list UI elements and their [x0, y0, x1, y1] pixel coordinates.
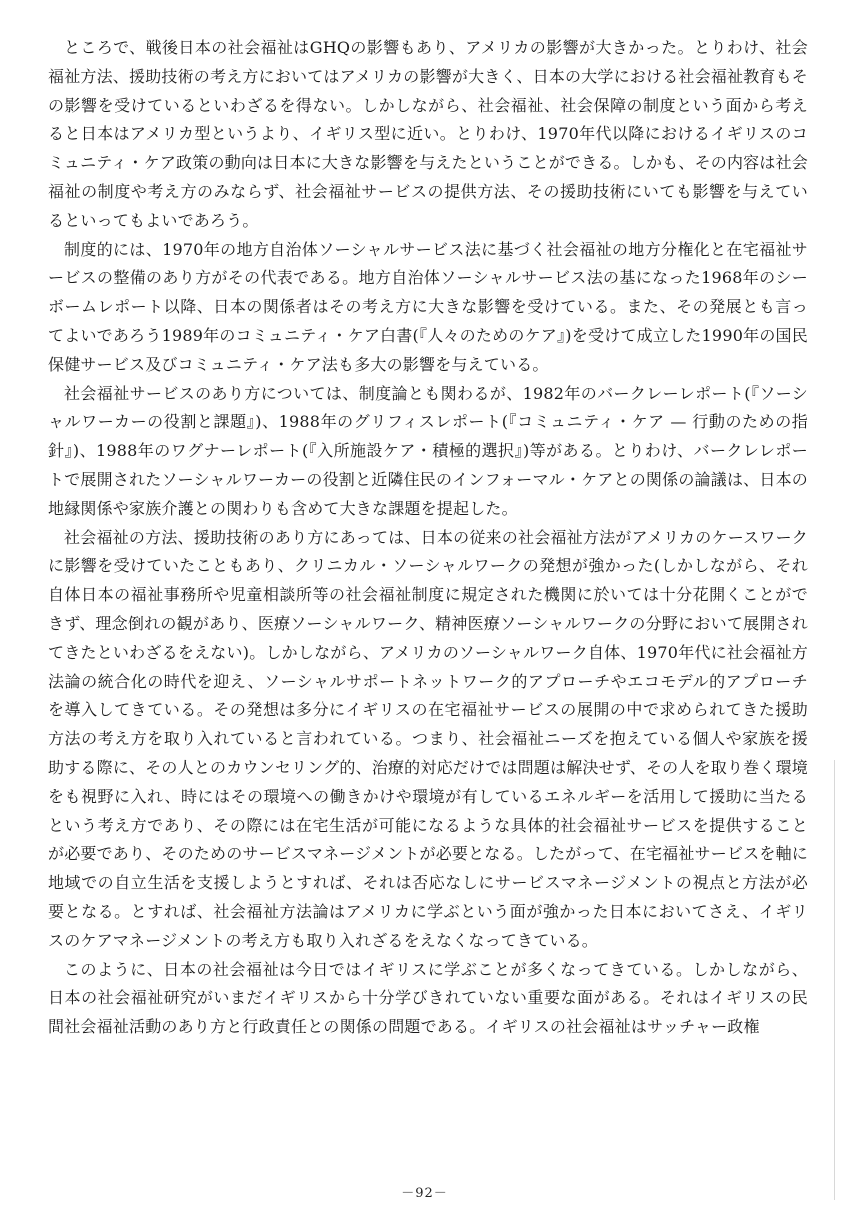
paragraph-welfare-services: 社会福祉サービスのあり方については、制度論とも関わるが、1982年のバークレーレポート(『ソーシャルワーカーの役割と課題』)、1988年のグリフィスレポート(『コミュニティ・ケア — 行動のための指針』)、1988年のワグナーレポート(『入所施設ケア・積極的選択』)等がある。とりわけ、バークレレポートで展開されたソーシャルワーカーの役割と近隣住民のインフォーマル・ケアとの関係の論議は、日本の地縁関係や家族介護との関わりも含めて大きな課題を提起した。: [48, 383, 808, 518]
page-number: －92－: [401, 1186, 448, 1201]
paragraph-ghq-influence: ところで、戦後日本の社会福祉はGHQの影響もあり、アメリカの影響が大きかった。とりわけ、社会福祉方法、援助技術の考え方においてはアメリカの影響が大きく、日本の大学における社会福祉教育もその影響を受けているといわざるを得ない。しかしながら、社会福祉、社会保障の制度という面から考えると日本はアメリカ型というより、イギリス型に近い。とりわけ、1970年代以降におけるイギリスのコミュニティ・ケア政策の動向は日本に大きな影響を与えたということができる。しかも、その内容は社会福祉の制度や考え方のみならず、社会福祉サービスの提供方法、その援助技術にいても影響を与えているといってもよいであろう。: [48, 38, 808, 230]
paragraph-methods: 社会福祉の方法、援助技術のあり方にあっては、日本の従来の社会福祉方法がアメリカのケースワークに影響を受けていたこともあり、クリニカル・ソーシャルワークの発想が強かった(しかしながら、それ自体日本の福祉事務所や児童相談所等の社会福祉制度に規定された機関に於いては十分花開くことができず、理念倒れの観があり、医療ソーシャルワーク、精神医療ソーシャルワークの分野において展開されてきたといわざるをえない)。しかしながら、アメリカのソーシャルワーク自体、1970年代に社会福祉方法論の統合化の時代を迎え、ソーシャルサポートネットワーク的アプローチやエコモデル的アプローチを導入してきている。その発想は多分にイギリスの在宅福祉サービスの展開の中で求められてきた援助方法の考え方を取り入れていると言われている。つまり、社会福祉ニーズを抱えている個人や家族を援助する際に、その人とのカウンセリング的、治療的対応だけでは問題は解決せず、その人を取り巻く環境をも視野に入れ、時にはその環境への働きかけや環境が有しているエネルギーを活用して援助に当たるという考え方であり、その際には在宅生活が可能になるような具体的社会福祉サービスを提供することが必要であり、そのためのサービスマネージメントが必要となる。したがって、在宅福祉サービスを軸に地域での自立生活を支援しようとすれば、それは否応なしにサービスマネージメントの視点と方法が必要となる。とすれば、社会福祉方法論はアメリカに学ぶという面が強かった日本においてさえ、イギリスのケアマネージメントの考え方も取り入れざるをえなくなってきている。: [48, 527, 808, 950]
scan-edge-line: [834, 760, 835, 1200]
paragraph-conclusion: このように、日本の社会福祉は今日ではイギリスに学ぶことが多くなってきている。しかしながら、日本の社会福祉研究がいまだイギリスから十分学びきれていない重要な面がある。それはイギリスの民間社会福祉活動のあり方と行政責任との関係の問題である。イギリスの社会福祉はサッチャー政権: [48, 959, 808, 1037]
body-text: [48, 34, 808, 1042]
paragraph-institutional: 制度的には、1970年の地方自治体ソーシャルサービス法に基づく社会福祉の地方分権化と在宅福祉サービスの整備のあり方がその代表である。地方自治体ソーシャルサービス法の基になった1968年のシーボームレポート以降、日本の関係者はその考え方に大きな影響を受けている。また、その発展とも言ってよいであろう1989年のコミュニティ・ケア白書(『人々のためのケア』)を受けて成立した1990年の国民保健サービス及びコミュニティ・ケア法も多大の影響を与えている。: [48, 239, 808, 374]
